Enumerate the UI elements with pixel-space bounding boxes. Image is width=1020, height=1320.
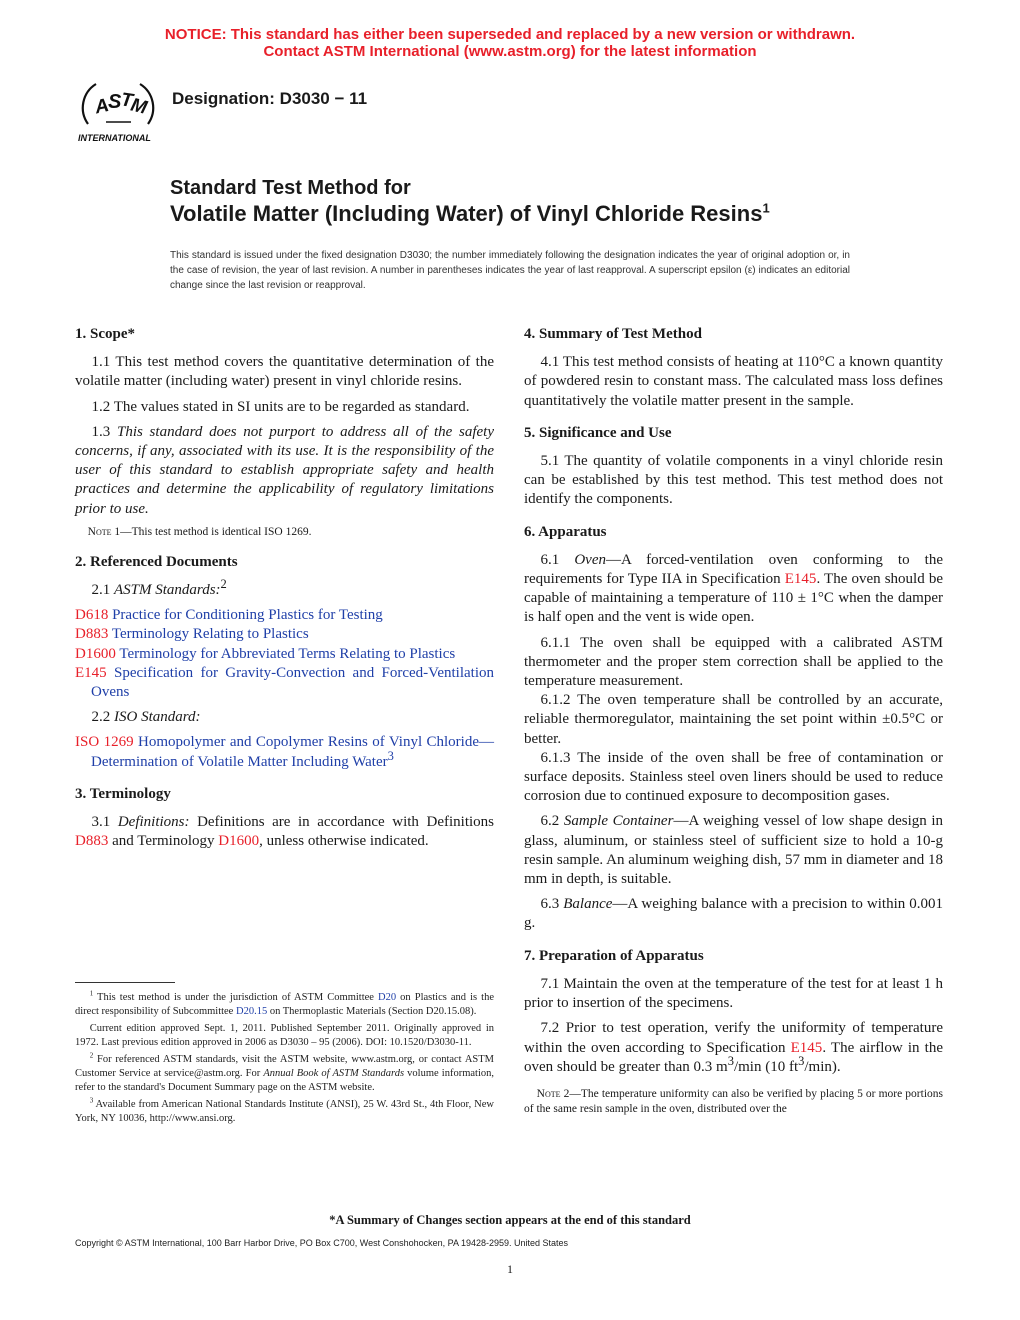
ref-title[interactable]: Practice for Conditioning Plastics for Testing: [112, 607, 383, 624]
para-num: 6.2: [540, 813, 564, 830]
footnote-number: 2: [89, 1051, 94, 1060]
title-footnote-ref[interactable]: 1: [762, 200, 770, 216]
ref-code[interactable]: ISO 1269: [75, 734, 134, 751]
superscript: 3: [798, 1053, 805, 1068]
ref-title[interactable]: Homopolymer and Copolymer Resins of Vinyl Chloride—Determination of Volatile Matter Including Water: [91, 734, 495, 770]
footnote-number: 1: [89, 989, 94, 998]
title-line-2: [170, 201, 770, 227]
para-num: 3.1: [91, 814, 118, 831]
para-6-1-2: 6.1.2 The oven temperature shall be controlled by an accurate, reliable thermoregulator, maintaining the set point within ±0.5°C or better.: [524, 692, 943, 747]
ref-link-e145[interactable]: E145: [784, 571, 817, 588]
para-6-2: [524, 812, 943, 889]
para-6-1-1: 6.1.1 The oven shall be equipped with a calibrated ASTM thermometer and the proper stem correction shall be applied to the temperature measurement.: [524, 634, 943, 690]
svg-text:A: A: [93, 95, 111, 119]
para-6-1: [524, 551, 943, 628]
definitions-label: Definitions:: [117, 814, 190, 831]
para-text: . The oven should be capable of maintaining a temperature of 110 ± 1°C when the damper is half open and the vent is wide open.: [524, 571, 943, 626]
para-text: and Terminology: [108, 833, 219, 850]
note-1: [75, 525, 494, 540]
footnote-ref[interactable]: 2: [220, 577, 227, 592]
para-4-1: 4.1 This test method consists of heating at 110°C a known quantity of powdered resin to constant mass. The calculated mass loss defines quantitatively the volatile matter present in the sample.: [524, 354, 943, 409]
footnote-3: [75, 1098, 494, 1127]
para-1-2: 1.2 The values stated in SI units are to be regarded as standard.: [91, 398, 470, 415]
footnote-text: For referenced ASTM standards, visit the ASTM website, www.astm.org, or contact ASTM Customer Service at service@astm.org. For: [75, 1053, 494, 1080]
svg-text:T: T: [119, 89, 134, 112]
footnote-text: on Thermoplastic Materials (Section D20.15.08).: [267, 1006, 477, 1018]
para-3-1: [75, 813, 494, 851]
term-oven: Oven: [574, 551, 606, 568]
para-text: /min (10 ft: [733, 1058, 799, 1075]
subcommittee-link[interactable]: D20.15: [235, 1006, 268, 1018]
summary-of-changes-notice: *A Summary of Changes section appears at the end of this standard: [329, 1213, 691, 1227]
ref-link-d883[interactable]: D883: [75, 833, 109, 850]
ref-title[interactable]: Specification for Gravity-Convection and Forced-Ventilation Ovens: [91, 664, 495, 701]
svg-text:M: M: [128, 94, 149, 119]
astm-logo-icon: [76, 78, 160, 144]
para-num: 2.2: [91, 709, 114, 726]
footnote-divider: [75, 982, 175, 983]
footnote-text: on Plastics and is the direct responsibility of Subcommittee: [75, 992, 495, 1018]
svg-text:INTERNATIONAL: INTERNATIONAL: [78, 133, 151, 143]
section-heading-referenced-documents: 2. Referenced Documents: [75, 553, 238, 570]
para-6-1-3: 6.1.3 The inside of the oven shall be free of contamination or surface deposits. Stainless steel oven liners should be used to reduce corrosion due to continued exposure to decomposition gases.: [524, 749, 943, 805]
para-2-1: [75, 577, 494, 600]
footnote-2: [75, 1053, 494, 1096]
note-text: —The temperature uniformity can also be verified by placing 5 or more portions of the same resin sample in the oven, distributed over the: [524, 1087, 944, 1115]
svg-text:S: S: [108, 91, 122, 113]
copyright: Copyright © ASTM International, 100 Barr Harbor Drive, PO Box C700, West Conshohocken, PA 19428-2959. United States: [75, 1238, 569, 1248]
section-heading-apparatus: 6. Apparatus: [524, 523, 607, 540]
footnote-number: 3: [89, 1096, 94, 1105]
ref-title[interactable]: Terminology for Abbreviated Terms Relating to Plastics: [119, 645, 456, 662]
ref-item[interactable]: [75, 625, 494, 644]
term-sample-container: Sample Container: [563, 813, 674, 830]
left-column: [75, 325, 494, 857]
notice-line-1: NOTICE: This standard has either been superseded and replaced by a new version or withdrawn.: [164, 26, 856, 43]
section-heading-terminology: 3. Terminology: [75, 785, 171, 802]
section-heading-significance: 5. Significance and Use: [524, 424, 672, 441]
ref-link-d1600[interactable]: D1600: [218, 833, 260, 850]
para-1-1: 1.1 This test method covers the quantitative determination of the volatile matter (including water) present in vinyl chloride resins.: [75, 354, 494, 390]
footnote-italic: Annual Book of ASTM Standards: [263, 1068, 405, 1080]
note-label: Note 2: [536, 1087, 570, 1100]
ref-item[interactable]: [75, 645, 494, 664]
withdrawn-notice: [0, 26, 1020, 60]
footnote-text: volume information, refer to the standard's Document Summary page on the ASTM website.: [75, 1068, 494, 1094]
ref-code[interactable]: D883: [75, 626, 109, 643]
para-7-2: [524, 1019, 943, 1077]
para-text: /min).: [804, 1058, 841, 1075]
para-1-3: [75, 423, 494, 519]
footnote-text: Available from American National Standards Institute (ANSI), 25 W. 43rd St., 4th Floor, New York, NY 10036, http://www.ansi.org.: [75, 1098, 494, 1125]
para-6-3: [524, 895, 943, 933]
document-title: [170, 175, 770, 227]
issuance-statement: This standard is issued under the fixed designation D3030; the number immediately following the designation indicates the year of original adoption or, in the case of revision, the year of last revision. A number in parentheses indicates the year of last reapproval. A superscript epsilon (ε) indicates an editorial change since the last revision or reapproval.: [170, 250, 850, 291]
para-5-1: 5.1 The quantity of volatile components in a vinyl chloride resin can be established by this test method. This test method does not identify the components.: [524, 453, 943, 508]
para-num: 1.3: [91, 423, 117, 440]
note-text: —This test method is identical ISO 1269.: [120, 525, 312, 538]
ref-item[interactable]: [75, 664, 494, 702]
superscript: 3: [727, 1053, 734, 1068]
para-text: —A weighing vessel of low shape design in glass, aluminum, or stainless steel of sufficient size to hold a 10-g resin sample. An aluminum weighing dish, 57 mm in diameter and 18 mm in depth, is suitable.: [524, 813, 944, 888]
astm-standards-label: ASTM Standards:: [114, 582, 221, 599]
title-line-1: Standard Test Method for: [170, 177, 411, 199]
safety-statement: This standard does not purport to address all of the safety concerns, if any, associated with its use. It is the responsibility of the user of this standard to establish appropriate safety and health practices and determine the applicability of regulatory limitations prior to use.: [75, 423, 495, 517]
para-text: —A forced-ventilation oven conforming to the requirements for Type IIA in Specification: [524, 551, 944, 588]
ref-item-iso[interactable]: [75, 733, 494, 771]
para-2-2: [75, 708, 494, 727]
para-text: . The airflow in the oven should be greater than 0.3 m: [524, 1039, 944, 1075]
ref-link-e145[interactable]: E145: [790, 1039, 823, 1056]
para-num: 6.3: [540, 896, 564, 913]
ref-code[interactable]: D1600: [75, 645, 116, 662]
footnote-text: This test method is under the jurisdiction of ASTM Committee: [93, 992, 379, 1003]
para-text: , unless otherwise indicated.: [259, 833, 429, 850]
para-text: Definitions are in accordance with Definitions: [189, 814, 495, 831]
section-heading-summary: 4. Summary of Test Method: [524, 326, 702, 342]
title-main: Volatile Matter (Including Water) of Vinyl Chloride Resins: [170, 201, 763, 226]
committee-link[interactable]: D20: [378, 992, 397, 1003]
footnote-1: [75, 991, 494, 1020]
note-2: [524, 1087, 943, 1117]
para-num: 2.1: [91, 582, 114, 599]
section-heading-scope: 1. Scope*: [75, 326, 135, 342]
section-heading-preparation: 7. Preparation of Apparatus: [524, 947, 704, 964]
para-7-1: 7.1 Maintain the oven at the temperature of the test for at least 1 h prior to insertion of the specimens.: [524, 975, 943, 1012]
right-column: [524, 325, 943, 1123]
footnotes: [75, 991, 494, 1129]
page-number: 1: [507, 1262, 513, 1276]
ref-title[interactable]: Terminology Relating to Plastics: [111, 626, 309, 643]
ref-code[interactable]: D618: [75, 607, 109, 624]
notice-line-2: Contact ASTM International (www.astm.org) for the latest information: [263, 43, 757, 60]
note-label: Note 1: [87, 525, 121, 538]
iso-standard-label: ISO Standard:: [114, 709, 201, 726]
ref-item[interactable]: [75, 606, 494, 625]
para-num: 6.1: [540, 551, 575, 568]
term-balance: Balance: [563, 896, 613, 913]
footnote-ref[interactable]: 3: [387, 748, 394, 763]
ref-code[interactable]: E145: [75, 664, 107, 681]
footnote-1-edition: Current edition approved Sept. 1, 2011. Published September 2011. Originally approved in 1972. Last previous edition approved in 2006 as D3030 – 95 (2006). DOI: 10.1520/D3030-11.: [75, 1022, 494, 1049]
designation: Designation: D3030 − 11: [172, 89, 368, 108]
para-text: 7.2 Prior to test operation, verify the uniformity of temperature within the oven according to Specification: [524, 1020, 943, 1056]
para-text: —A weighing balance with a precision to within 0.001 g.: [524, 896, 943, 932]
